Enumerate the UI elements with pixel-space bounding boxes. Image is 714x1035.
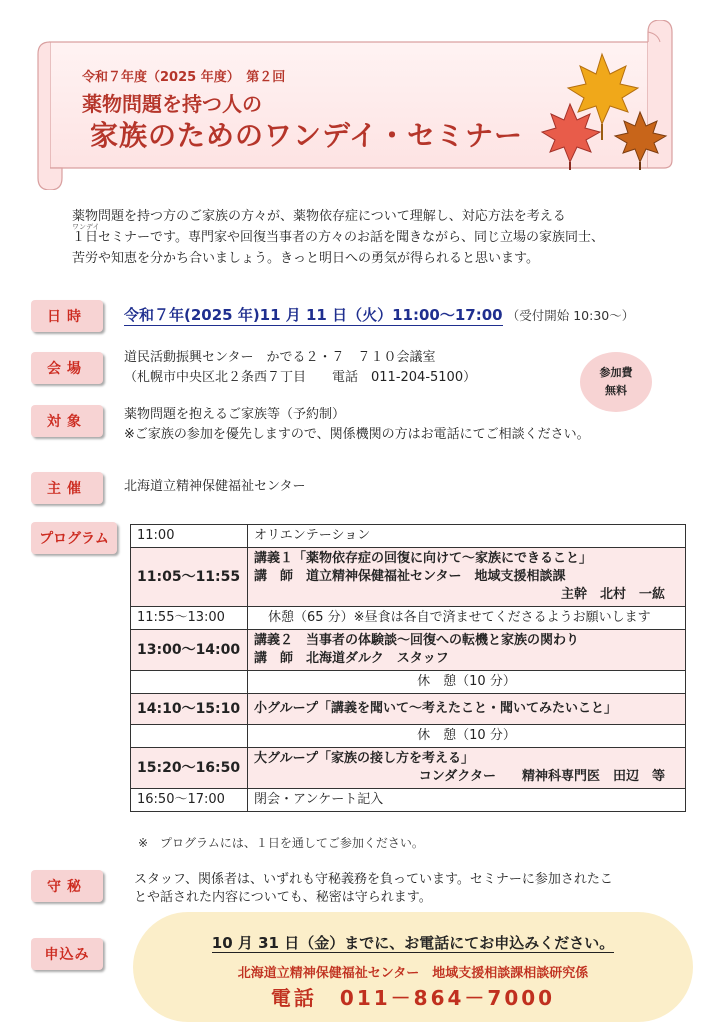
label-target: 対象 — [31, 405, 103, 437]
label-program: プログラム — [31, 522, 117, 554]
program-time: 15:20～16:50 — [131, 748, 248, 789]
program-line: 講義２ 当事者の体験談～回復への転機と家族の関わり — [254, 633, 580, 648]
program-line: 講 師 北海道ダルク スタッフ — [254, 651, 449, 666]
program-line: 講義１「薬物依存症の回復に向けて～家族にできること」 — [254, 551, 593, 566]
program-time: 11:55～13:00 — [131, 607, 248, 630]
venue-line1: 道民活動振興センター かでる２・７ ７１０会議室 — [124, 350, 436, 365]
table-row — [131, 630, 686, 671]
date-row — [124, 305, 634, 327]
program-line: コンダクター 精神科専門医 田辺 等 — [418, 769, 665, 784]
intro-paragraph — [72, 206, 672, 269]
table-row — [131, 789, 686, 812]
banner-title-line2: 家族のためのワンデイ・セミナー — [90, 119, 524, 152]
program-content — [248, 548, 686, 607]
maple-leaves-illustration — [540, 52, 670, 170]
label-date: 日時 — [31, 300, 103, 332]
program-line: 大グループ「家族の接し方を考える」 — [254, 751, 474, 766]
program-content — [248, 630, 686, 671]
label-host: 主催 — [31, 472, 103, 504]
table-row — [131, 525, 686, 548]
label-apply: 申込み — [31, 938, 103, 970]
apply-deadline — [133, 932, 693, 953]
program-note: ※ プログラムには、１日を通してご参加ください。 — [138, 836, 424, 850]
program-content: 休憩（65 分）※昼食は各自で済ませてくださるようお願いします — [248, 607, 686, 630]
program-time: 13:00～14:00 — [131, 630, 248, 671]
table-row — [131, 725, 686, 748]
intro-line: 苦労や知恵を分かち合いましょう。きっと明日への勇気が得られると思います。 — [72, 251, 539, 266]
fee-value: 無料 — [605, 384, 627, 397]
program-table — [130, 524, 686, 812]
table-row — [131, 671, 686, 694]
fee-label: 参加費 — [599, 366, 633, 379]
program-content: 小グループ「講義を聞いて～考えたこと・聞いてみたいこと」 — [248, 694, 686, 725]
label-venue: 会場 — [31, 352, 103, 384]
table-row — [131, 694, 686, 725]
fee-badge — [580, 352, 652, 412]
host-text: 北海道立精神保健福祉センター — [124, 479, 306, 494]
program-content: 閉会・アンケート記入 — [248, 789, 686, 812]
table-row — [131, 607, 686, 630]
target-line2: ※ご家族の参加を優先しますので、関係機関の方はお電話にてご相談ください。 — [124, 427, 590, 442]
apply-organization: 北海道立精神保健福祉センター 地域支援相談課相談研究係 — [237, 966, 589, 981]
maple-leaf-icon — [615, 112, 666, 170]
apply-deadline-text: 10 月 31 日（金）までに、お電話にてお申込みください。 — [211, 934, 615, 952]
program-time — [131, 671, 248, 694]
program-time: 14:10～15:10 — [131, 694, 248, 725]
program-time: 11:05～11:55 — [131, 548, 248, 607]
target-line1: 薬物問題を抱えるご家族等（予約制） — [124, 407, 346, 422]
label-confidentiality: 守秘 — [31, 870, 103, 902]
program-time: 11:00 — [131, 525, 248, 548]
program-line: 講 師 道立精神保健福祉センター 地域支援相談課 — [254, 569, 566, 584]
apply-phone[interactable]: 電話 011－864－7000 — [270, 986, 556, 1010]
program-time: 16:50～17:00 — [131, 789, 248, 812]
confidentiality-line2: とや話された内容についても、秘密は守られます。 — [134, 890, 432, 905]
confidentiality-line1: スタッフ、関係者は、いずれも守秘義務を負っています。セミナーに参加されたこ — [134, 872, 613, 887]
program-content: 休 憩（10 分） — [248, 725, 686, 748]
table-row — [131, 548, 686, 607]
venue-line2: （札幌市中央区北２条西７丁目 電話 011-204-5100） — [124, 370, 477, 385]
intro-line: 薬物問題を持つ方のご家族の方々が、薬物依存症について理解し、対応方法を考える — [72, 209, 566, 224]
table-row — [131, 748, 686, 789]
banner-year: 令和７年度（2025 年度） 第２回 — [82, 70, 286, 85]
program-time — [131, 725, 248, 748]
program-content: オリエンテーション — [248, 525, 686, 548]
date-main: 令和７年(2025 年)11 月 11 日（火）11:00～17:00 — [124, 306, 503, 324]
intro-ruby: ワンデイ — [72, 223, 100, 231]
maple-leaf-icon — [542, 104, 600, 170]
date-reception: （受付開始 10:30～） — [506, 308, 635, 323]
program-content — [248, 748, 686, 789]
banner-title-line1: 薬物問題を持つ人の — [82, 92, 262, 116]
program-content: 休 憩（10 分） — [248, 671, 686, 694]
intro-line: １日セミナーです。専門家や回復当事者の方々のお話を聞きながら、同じ立場の家族同士、 — [72, 230, 604, 245]
program-line: 主幹 北村 一紘 — [560, 587, 665, 602]
